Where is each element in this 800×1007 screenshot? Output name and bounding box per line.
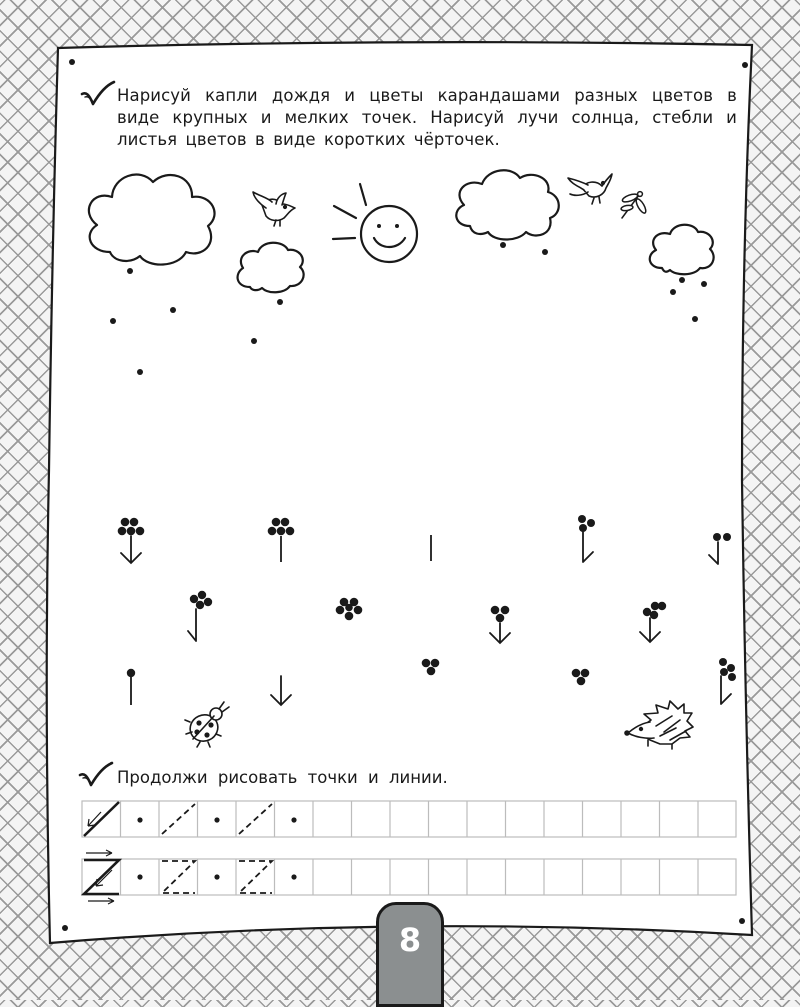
task-1-instruction: Нарисуй капли дождя и цветы карандашами разных цветов в виде крупных и мелких точек. Нарисуй лучи солнца, стебли и листья цветов в виде коротких чёрточек.: [117, 86, 737, 149]
pin-bottom-left: [62, 925, 68, 931]
pin-bottom-right: [739, 918, 745, 924]
task-2-instruction: Продолжи рисовать точки и линии.: [117, 768, 448, 787]
pin-top-left: [69, 59, 75, 65]
page-number: 8: [398, 921, 422, 959]
pin-top-right: [742, 62, 748, 68]
practice-row-1: [82, 801, 736, 837]
